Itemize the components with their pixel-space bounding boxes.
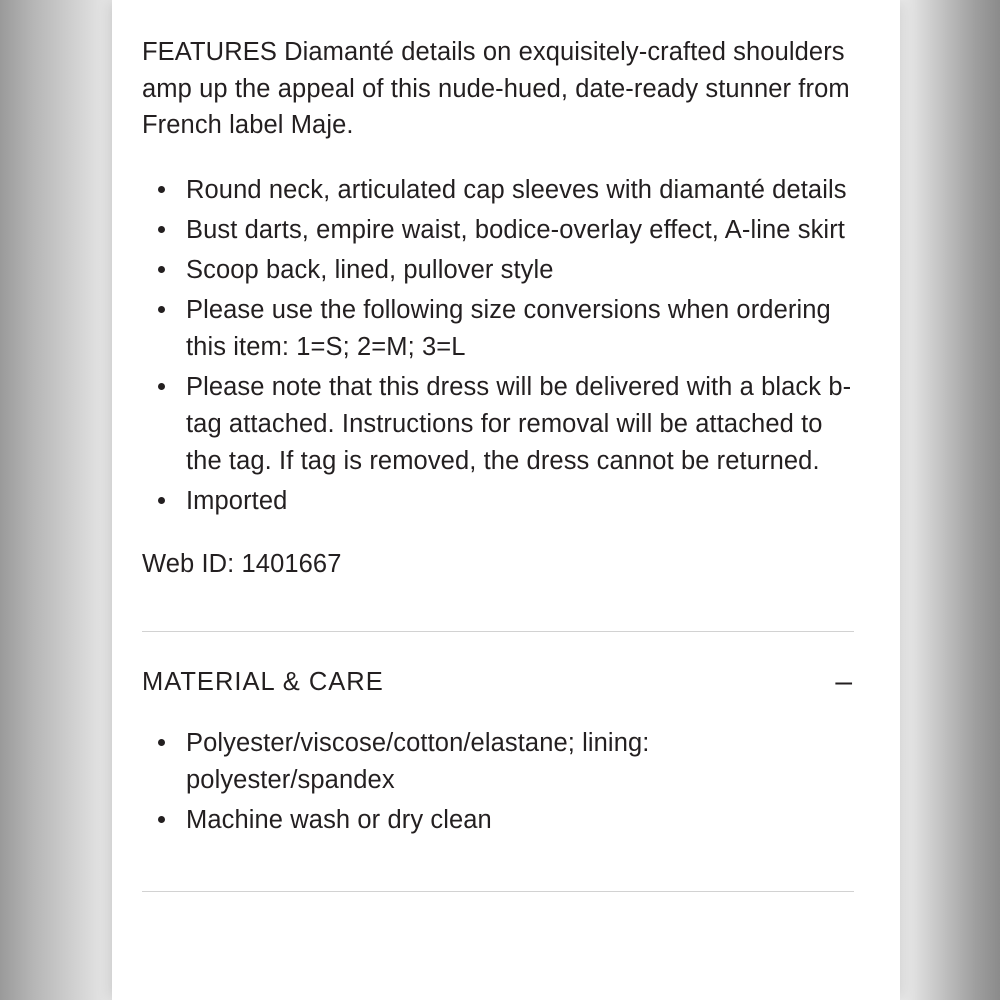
- list-item: Round neck, articulated cap sleeves with diamanté details: [142, 172, 854, 209]
- features-list: [142, 172, 854, 520]
- list-item: Please use the following size conversions when ordering this item: 1=S; 2=M; 3=L: [142, 292, 854, 366]
- material-care-title: MATERIAL & CARE: [142, 667, 384, 696]
- features-intro-paragraph: [142, 34, 854, 144]
- material-care-section-header[interactable]: [142, 632, 854, 705]
- product-details-page: [112, 0, 900, 1000]
- minus-icon[interactable]: –: [835, 665, 852, 699]
- list-item: Polyester/viscose/cotton/elastane; lining: polyester/spandex: [142, 725, 854, 799]
- features-intro-text: Diamanté details on exquisitely-crafted shoulders amp up the appeal of this nude-hued, date-ready stunner from French label Maje.: [142, 38, 850, 140]
- features-label: FEATURES: [142, 38, 277, 66]
- left-background-gutter: [0, 0, 112, 1000]
- material-care-section-body: [142, 705, 854, 839]
- right-background-gutter: [900, 0, 1000, 1000]
- list-item: Imported: [142, 483, 854, 520]
- material-care-list: [142, 725, 854, 839]
- list-item: Scoop back, lined, pullover style: [142, 252, 854, 289]
- bottom-divider: [142, 891, 854, 892]
- web-id-text: Web ID: 1401667: [142, 549, 342, 578]
- list-item: Please note that this dress will be delivered with a black b-tag attached. Instructions for removal will be attached to the tag. If tag is removed, the dress cannot be returned.: [142, 369, 854, 480]
- list-item: Bust darts, empire waist, bodice-overlay effect, A-line skirt: [142, 212, 854, 249]
- page-content: [112, 0, 900, 892]
- list-item: Machine wash or dry clean: [142, 802, 854, 839]
